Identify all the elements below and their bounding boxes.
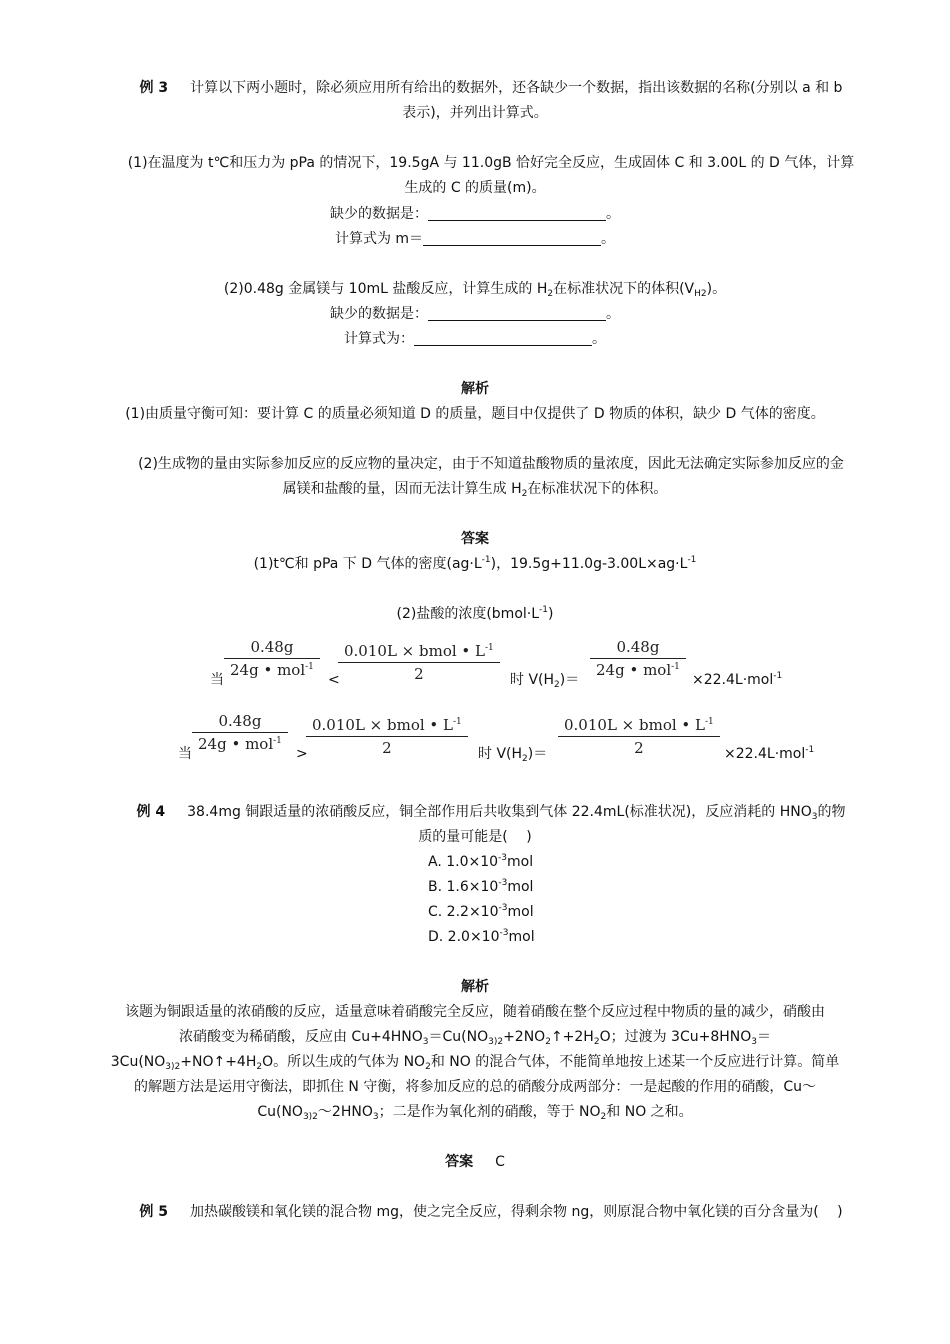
ex4-analysis-line1: 该题为铜跟适量的浓硝酸的反应，适量意味着硝酸完全反应，随着硝酸在整个反应过程中物质的量的减少，硝酸由 bbox=[125, 1004, 825, 1020]
answer-blank[interactable] bbox=[428, 204, 606, 221]
ex4-question-line1: 例 4 38.4mg 铜跟适量的浓硝酸反应，铜全部作用后共收集到气体 22.4mL(标准状况)，反应消耗的 $HNO_3$的物 bbox=[136, 804, 846, 822]
ex4-analysis-line2: 浓硝酸变为稀硝酸，反应由 $Cu+4HNO_3=Cu(NO_{3)2}+2NO_2↑+2H_2O$；过渡为 $3Cu+8HNO_3=$ bbox=[178, 1029, 771, 1047]
ex4-question-line2: 质的量可能是( ) bbox=[418, 829, 532, 845]
ex3-q2-missing: 缺少的数据是： 。 bbox=[330, 306, 620, 322]
fraction-hcl-moles: 0.010L × bmol • $L^{-1}$ 2 bbox=[306, 714, 468, 759]
ex3-q2-formula: 计算式为： 。 bbox=[344, 331, 606, 347]
ex4-answer: 答案 C bbox=[445, 1154, 505, 1170]
ex3-answer-title: 答案 bbox=[461, 531, 489, 547]
ex3-q2-line: (2)0.48g 金属镁与 10mL 盐酸反应，计算生成的 $H_2$在标准状况下的体积$(V_{H2})$。 bbox=[223, 281, 727, 299]
answer-blank[interactable] bbox=[414, 329, 592, 346]
ex3-intro-line1: 例 3 计算以下两小题时，除必须应用所有给出的数据外，还各缺少一个数据，指出该数据的名称(分别以 a 和 b bbox=[139, 80, 843, 96]
ex3-analysis-title: 解析 bbox=[461, 381, 489, 397]
ex4-option-c[interactable]: C. $2.2\times 10^{-3}mol$ bbox=[428, 903, 534, 920]
ex3-analysis-1: (1)由质量守衡可知：要计算 C 的质量必须知道 D 的质量，题目中仅提供了 D 物质的体积，缺少 D 气体的密度。 bbox=[125, 406, 825, 422]
answer-blank[interactable] bbox=[423, 229, 601, 246]
document-page: 例 3 计算以下两小题时，除必须应用所有给出的数据外，还各缺少一个数据，指出该数据的名称(分别以 a 和 b 表示)，并列出计算式。 (1)在温度为 t℃和压力为 pPa 的情况下，19.5gA 与 11.0gB 恰好完全反应，生成固体 C 和 3.00L 的 D 气体，计算 生成的 C 的质量(m)。 缺少的数据是： 。 计算式为 m＝ 。 (2)0.48g 金属镁与 10mL 盐酸反应，计算生成的 $H_2$在标准状况下的体积$(V_{H2})$。 缺少的数据是： 。 计算式为： 。 解析 (1)由质量守衡可知：要计算 C 的质量必须知道 D 的质量，题目中仅提供了 D 物质的体积，缺少 D 气体的密度。 (2)生成物的量由实际参加反应的反应物的量决定，由于不知道盐酸物质的量浓度，因此无法确定实际参加反应的金 属镁和盐酸的量，因而无法计算生成 $H_2$在标准状况下的体积。 答案 (1)t℃和 pPa 下 D 气体的密度$(ag\cdot L^{-1})$，$19.5g+11.0g-3.00L\times ag\cdot L^{-1}$ (2)盐酸的浓度$(bmol\cdot L^{-1})$ 当 0.48g 24g • mol$^{-1}$ < 0.010L × bmol • $L^{-1}$ 2 时 $V(H_2)=$ 0.48g 24g • mol$^{-1}$ ×22.4L·mol$^{-1}$ 当 0.48g 24g • mol$^{-1}$ > 0.010L × bmol • $L^{-1}$ 2 时 $V(H_2)=$ 0.010L × bmol • $L^{-1}$ 2 ×22.4L·mol$^{-1}$ 例 4 38.4mg 铜跟适量的浓硝酸反应，铜全部作用后共收集到气体 22.4mL(标准状况)，反应消耗的 $HNO_3$的物 质的量可能是( ) A. $1.0\times 10^{-3}mol$ B. $1.6\times 10^{-3}mol$ C. $2.2\times 10^{-3}mol$ D. $2.0\times 10^{-3}mol$ 解析 该题为铜跟适量的浓硝酸的反应，适量意味着硝酸完全反应，随着硝酸在整个反应过程中物质的量的减少，硝酸由 浓硝酸变为稀硝酸，反应由 $Cu+4HNO_3=Cu(NO_{3)2}+2NO_2↑+2H_2O$；过渡为 $3Cu+8HNO_3=$ $3Cu(NO_{3)2}+NO↑+4H_2O$。所以生成的气体为 $NO_2$和 NO 的混合气体，不能简单地按上述某一个反应进行计算。简单 的解题方法是运用守衡法，即抓住 N 守衡，将参加反应的总的硝酸分成两部分：一是起酸的作用的硝酸，Cu～ $Cu(NO_{3)2}\sim 2HNO_3$；二是作为氧化剂的硝酸，等于 $NO_2$和 NO 之和。 答案 C 例 5 加热碳酸镁和氧化镁的混合物 mg，使之完全反应，得剩余物 ng，则原混合物中氧化镁的百分含量为( ) bbox=[0, 0, 950, 1344]
ex4-option-b[interactable]: B. $1.6\times 10^{-3}mol$ bbox=[428, 878, 534, 895]
ex3-label: 例 3 bbox=[139, 80, 169, 96]
ex4-option-d[interactable]: D. $2.0\times 10^{-3}mol$ bbox=[428, 928, 535, 945]
ex4-analysis-line4: 的解题方法是运用守衡法，即抓住 N 守衡，将参加反应的总的硝酸分成两部分：一是起酸的作用的硝酸，Cu～ bbox=[133, 1079, 817, 1095]
fraction-mg-moles: 0.48g 24g • mol$^{-1}$ bbox=[590, 636, 686, 681]
ex4-analysis-line5: $Cu(NO_{3)2}\sim 2HNO_3$；二是作为氧化剂的硝酸，等于 $NO_2$和 NO 之和。 bbox=[257, 1104, 693, 1122]
fraction-mg-moles: 0.48g 24g • mol$^{-1}$ bbox=[224, 636, 320, 681]
ex3-q1-missing: 缺少的数据是： 。 bbox=[330, 206, 620, 222]
fraction-mg-moles: 0.48g 24g • mol$^{-1}$ bbox=[192, 710, 288, 755]
ex4-answer-value: C bbox=[495, 1154, 505, 1170]
ex4-label: 例 4 bbox=[136, 804, 166, 820]
ex3-analysis-2-line2: 属镁和盐酸的量，因而无法计算生成 $H_2$在标准状况下的体积。 bbox=[282, 481, 668, 499]
ex5-question: 例 5 加热碳酸镁和氧化镁的混合物 mg，使之完全反应，得剩余物 ng，则原混合物中氧化镁的百分含量为( ) bbox=[139, 1204, 843, 1220]
ex3-q1-formula: 计算式为 m＝ 。 bbox=[334, 231, 616, 247]
ex3-q1-line1: (1)在温度为 t℃和压力为 pPa 的情况下，19.5gA 与 11.0gB 恰好完全反应，生成固体 C 和 3.00L 的 D 气体，计算 bbox=[127, 155, 855, 171]
ex4-analysis-title: 解析 bbox=[461, 979, 489, 995]
ex3-answer-2: (2)盐酸的浓度$(bmol\cdot L^{-1})$ bbox=[396, 605, 554, 622]
fraction-hcl-moles: 0.010L × bmol • $L^{-1}$ 2 bbox=[338, 640, 500, 685]
ex3-analysis-2-line1: (2)生成物的量由实际参加反应的反应物的量决定，由于不知道盐酸物质的量浓度，因此无法确定实际参加反应的金 bbox=[138, 456, 844, 472]
ex3-answer-1: (1)t℃和 pPa 下 D 气体的密度$(ag\cdot L^{-1})$，$19.5g+11.0g-3.00L\times ag\cdot L^{-1}$ bbox=[253, 555, 697, 572]
ex4-analysis-line3: $3Cu(NO_{3)2}+NO↑+4H_2O$。所以生成的气体为 $NO_2$和 NO 的混合气体，不能简单地按上述某一个反应进行计算。简单 bbox=[110, 1054, 840, 1072]
fraction-hcl-moles: 0.010L × bmol • $L^{-1}$ 2 bbox=[558, 714, 720, 759]
answer-blank[interactable] bbox=[428, 304, 606, 321]
ex4-option-a[interactable]: A. $1.0\times 10^{-3}mol$ bbox=[428, 853, 534, 870]
ex3-q1-line2: 生成的 C 的质量(m)。 bbox=[404, 180, 546, 196]
ex5-label: 例 5 bbox=[139, 1204, 169, 1220]
ex3-intro-line2: 表示)，并列出计算式。 bbox=[402, 105, 548, 121]
